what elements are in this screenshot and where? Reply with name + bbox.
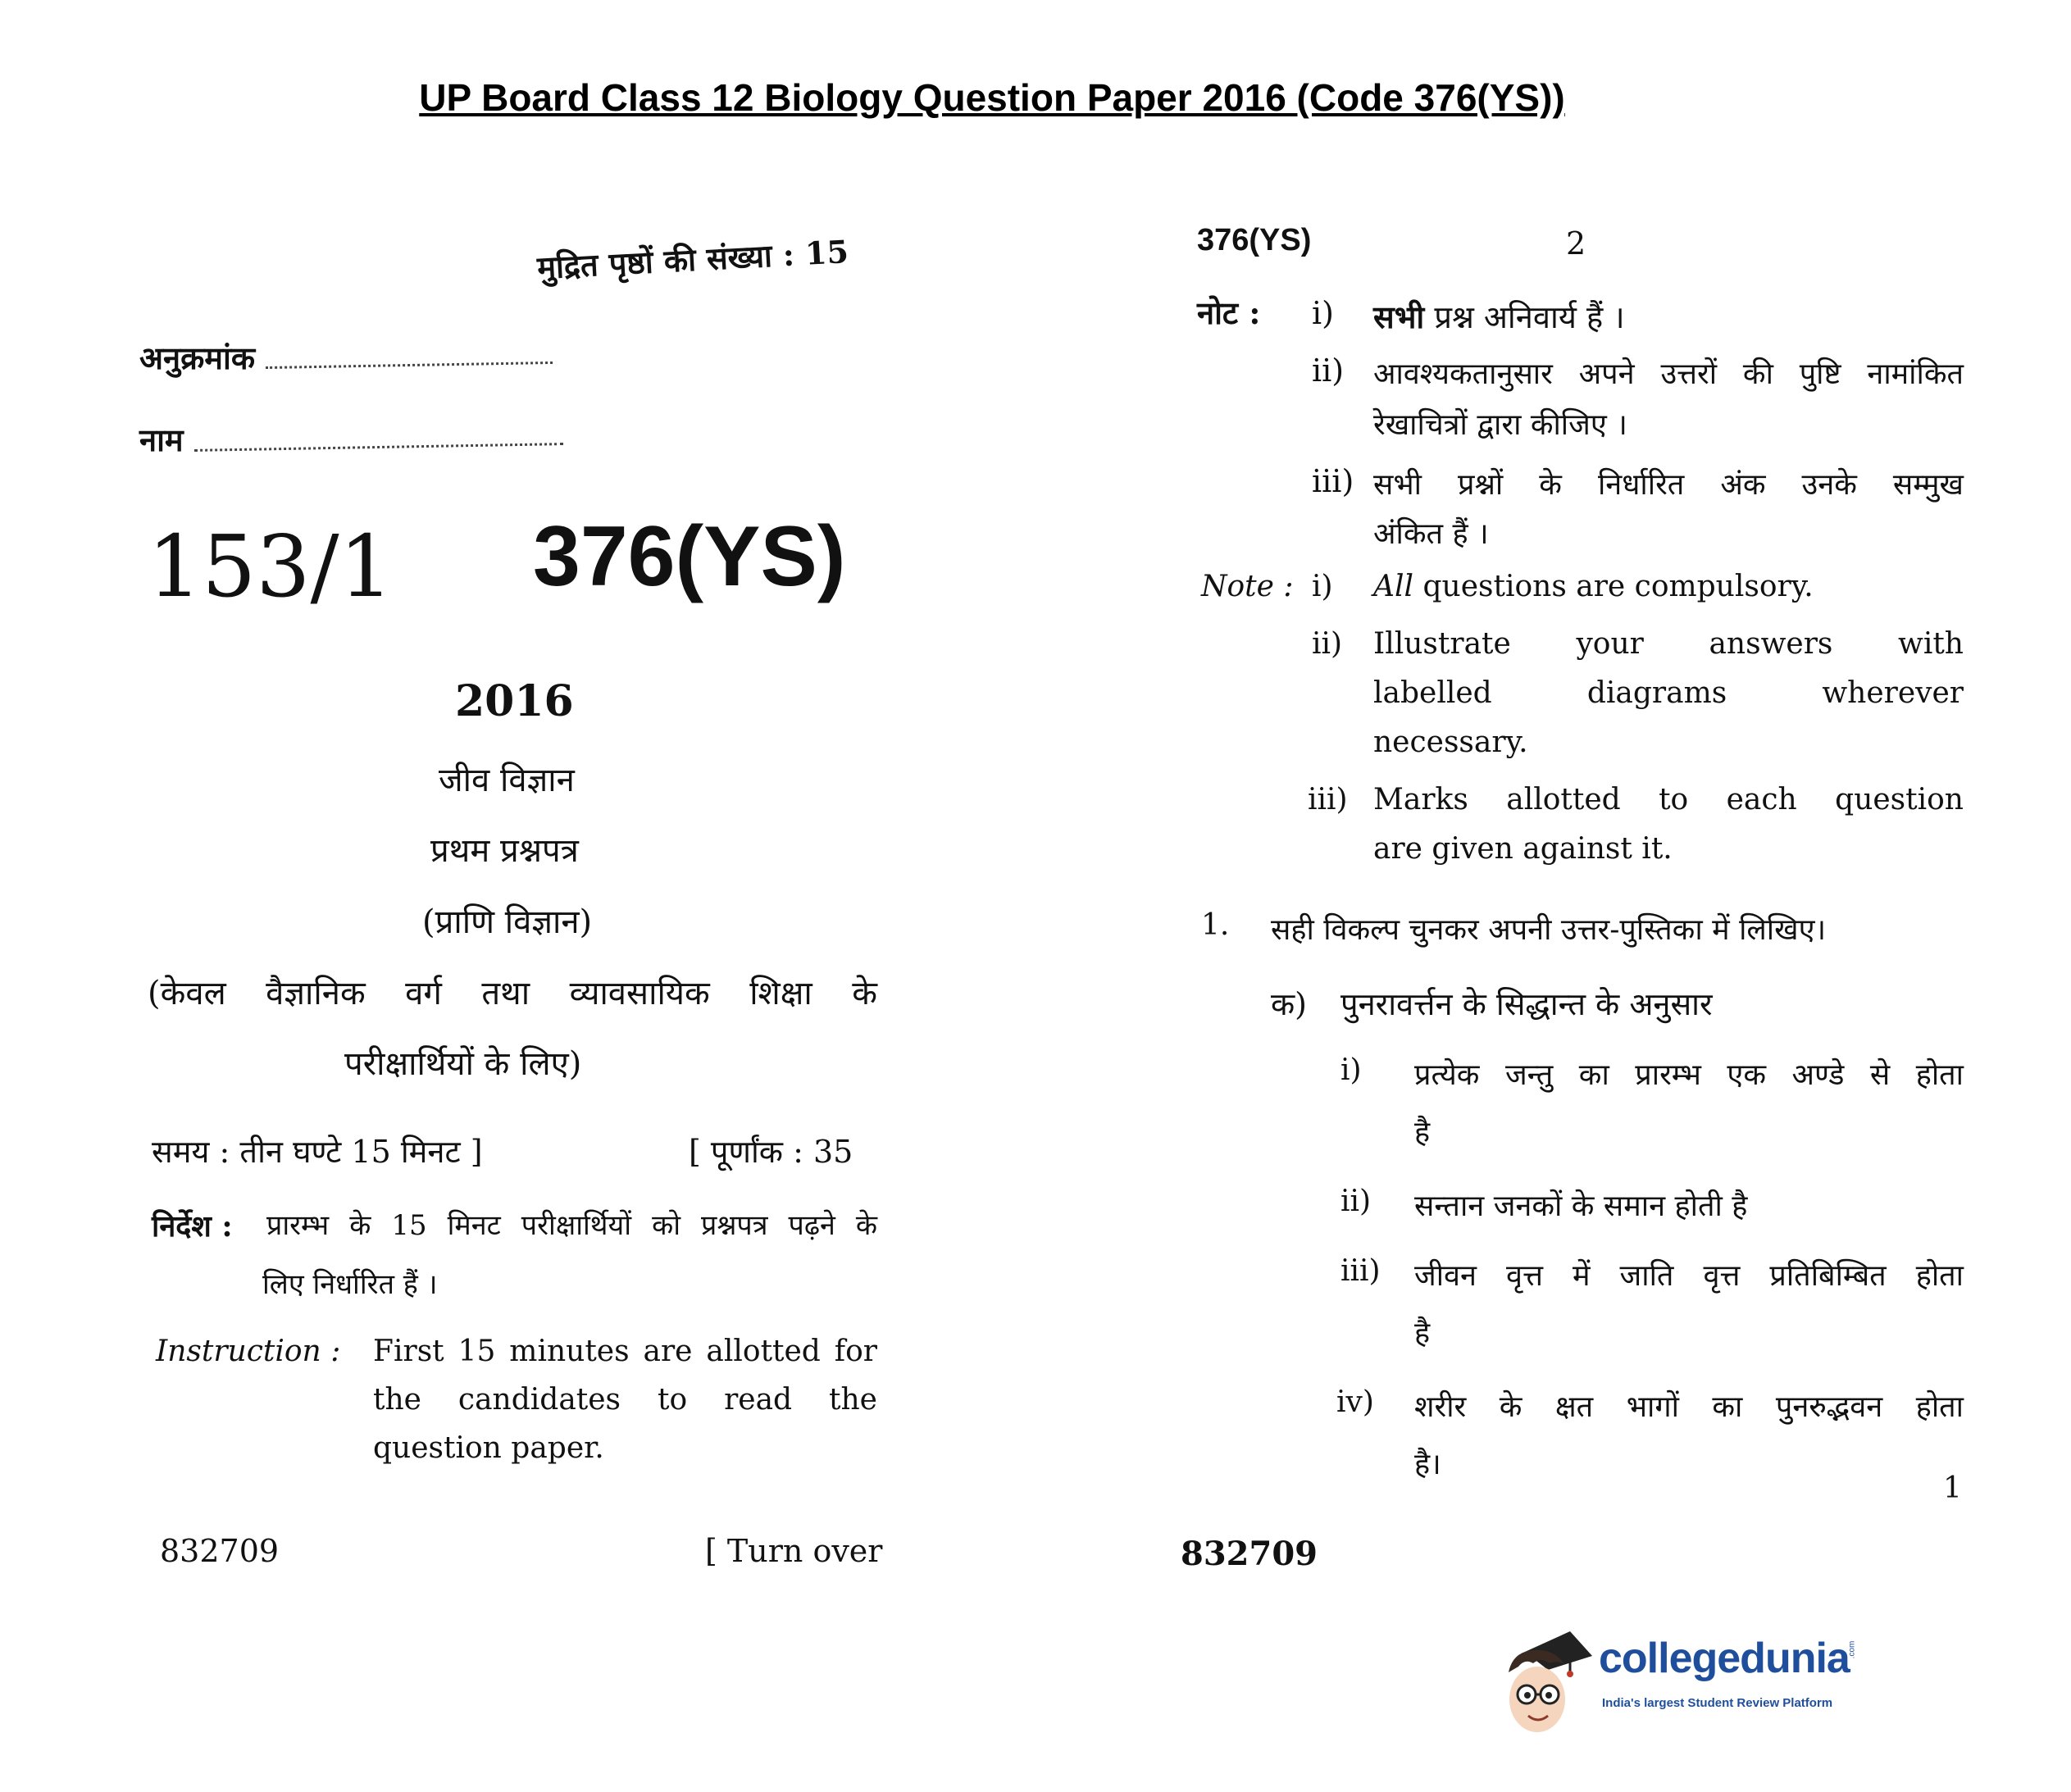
eligibility-line-2: परीक्षार्थियों के लिए) <box>344 1045 582 1083</box>
paper-name: प्रथम प्रश्नपत्र <box>430 832 579 870</box>
option-3-line-2: है <box>1414 1317 1431 1350</box>
roll-number-label: अनुक्रमांक <box>139 339 256 376</box>
name-field <box>139 418 563 461</box>
nirdesh-line-2: लिए निर्धारित हैं । <box>262 1268 438 1301</box>
question-1a-text: पुनरावर्त्तन के सिद्धान्त के अनुसार <box>1340 986 1713 1022</box>
note-hi-3-num: iii) <box>1312 463 1354 499</box>
roll-number-field <box>139 336 553 379</box>
exam-cover-page <box>123 213 910 1623</box>
note-hi-2-num: ii) <box>1312 352 1345 389</box>
exam-year: 2016 <box>455 676 574 726</box>
note-en-3-line-2: are given against it. <box>1373 832 1673 866</box>
note-en-3-num: iii) <box>1308 783 1348 816</box>
note-hi-label: नोट : <box>1197 294 1261 331</box>
note-hi-3-line-2: अंकित हैं । <box>1373 517 1489 551</box>
roll-number-dots <box>266 353 553 369</box>
question-1-number: 1. <box>1201 908 1230 942</box>
printed-pages-count: मुद्रित पृष्ठों की संख्या : 15 <box>536 233 850 286</box>
collegedunia-logo <box>1500 1627 1869 1742</box>
eligibility-line-1: (केवल वैज्ञानिक वर्ग तथा व्यावसायिक शिक्षा के <box>148 975 877 1012</box>
logo-wordmark: collegedunia <box>1599 1635 1850 1682</box>
option-1-line-2: है <box>1414 1116 1431 1149</box>
paper-code: 376(YS) <box>533 509 846 604</box>
instruction-line-2: the candidates to read the <box>373 1383 877 1417</box>
turn-over-label: [ Turn over <box>705 1533 883 1569</box>
note-en-1-italic: All <box>1373 570 1414 603</box>
max-marks: [ पूर्णांक : 35 <box>689 1134 853 1170</box>
exam-page-2 <box>1181 213 1968 1623</box>
note-en-1-text: questions are compulsory. <box>1413 570 1814 603</box>
note-hi-3-line-1: सभी प्रश्नों के निर्धारित अंक उनके सम्मुख <box>1373 468 1964 502</box>
note-hi-1 <box>1373 295 1625 338</box>
question-marks: 1 <box>1943 1471 1962 1505</box>
mascot-icon <box>1500 1627 1595 1742</box>
note-en-3-line-1: Marks allotted to each question <box>1373 783 1964 816</box>
footer-code-right: 832709 <box>1181 1535 1318 1573</box>
option-2-line-1: सन्तान जनकों के समान होती है <box>1414 1189 1748 1223</box>
note-en-2-line-2: labelled diagrams wherever <box>1373 676 1964 710</box>
subject: जीव विज्ञान <box>439 762 575 799</box>
note-en-2-line-1: Illustrate your answers with <box>1373 627 1964 661</box>
option-3-line-1: जीवन वृत्त में जाति वृत्त प्रतिबिम्बित होता <box>1414 1259 1964 1293</box>
document-title: UP Board Class 12 Biology Question Paper 2016 (Code 376(YS)) <box>419 76 1565 119</box>
note-en-1 <box>1373 570 1814 603</box>
question-1-text: सही विकल्प चुनकर अपनी उत्तर-पुस्तिका में लिखिए। <box>1271 913 1827 947</box>
note-hi-1-bold: सभी <box>1373 298 1425 335</box>
question-1a-label: क) <box>1271 986 1308 1022</box>
note-hi-1-num: i) <box>1312 295 1334 331</box>
name-label: नाम <box>139 421 184 458</box>
note-hi-1-text: प्रश्न अनिवार्य हैं । <box>1424 299 1625 335</box>
paper-number: 153/1 <box>148 516 394 616</box>
option-1-line-1: प्रत्येक जन्तु का प्रारम्भ एक अण्डे से होता <box>1414 1058 1964 1092</box>
option-1-num: i) <box>1340 1053 1362 1087</box>
option-3-num: iii) <box>1340 1254 1381 1288</box>
option-2-num: ii) <box>1340 1185 1372 1218</box>
nirdesh-line-1: प्रारम्भ के 15 मिनट परीक्षार्थियों को प्रश्नपत्र पढ़ने के <box>266 1209 877 1242</box>
header-paper-code: 376(YS) <box>1197 223 1312 257</box>
note-en-1-num: i) <box>1312 570 1333 603</box>
section-name: (प्राणि विज्ञान) <box>422 903 593 941</box>
note-en-label: Note : <box>1201 570 1294 603</box>
option-4-line-1: शरीर के क्षत भागों का पुनरुद्भवन होता <box>1414 1390 1964 1424</box>
note-en-2-line-3: necessary. <box>1373 725 1528 759</box>
note-en-2-num: ii) <box>1312 627 1343 661</box>
name-dots <box>194 434 563 452</box>
instruction-line-3: question paper. <box>373 1431 604 1465</box>
exam-time: समय : तीन घण्टे 15 मिनट ] <box>152 1134 483 1170</box>
page-number: 2 <box>1566 225 1586 262</box>
logo-tagline: India's largest Student Review Platform <box>1602 1696 1833 1710</box>
logo-domain: .com <box>1847 1640 1857 1659</box>
note-hi-2-line-2: रेखाचित्रों द्वारा कीजिए । <box>1373 408 1627 442</box>
option-4-line-2: है। <box>1414 1448 1441 1481</box>
note-hi-2-line-1: आवश्यकतानुसार अपने उत्तरों की पुष्टि नामांकित <box>1373 357 1964 391</box>
footer-code-left: 832709 <box>160 1533 280 1569</box>
option-4-num: iv) <box>1336 1385 1374 1419</box>
instruction-label: Instruction : <box>156 1335 341 1368</box>
instruction-line-1: First 15 minutes are allotted for <box>373 1335 877 1368</box>
nirdesh-label: निर्देश : <box>152 1209 233 1244</box>
